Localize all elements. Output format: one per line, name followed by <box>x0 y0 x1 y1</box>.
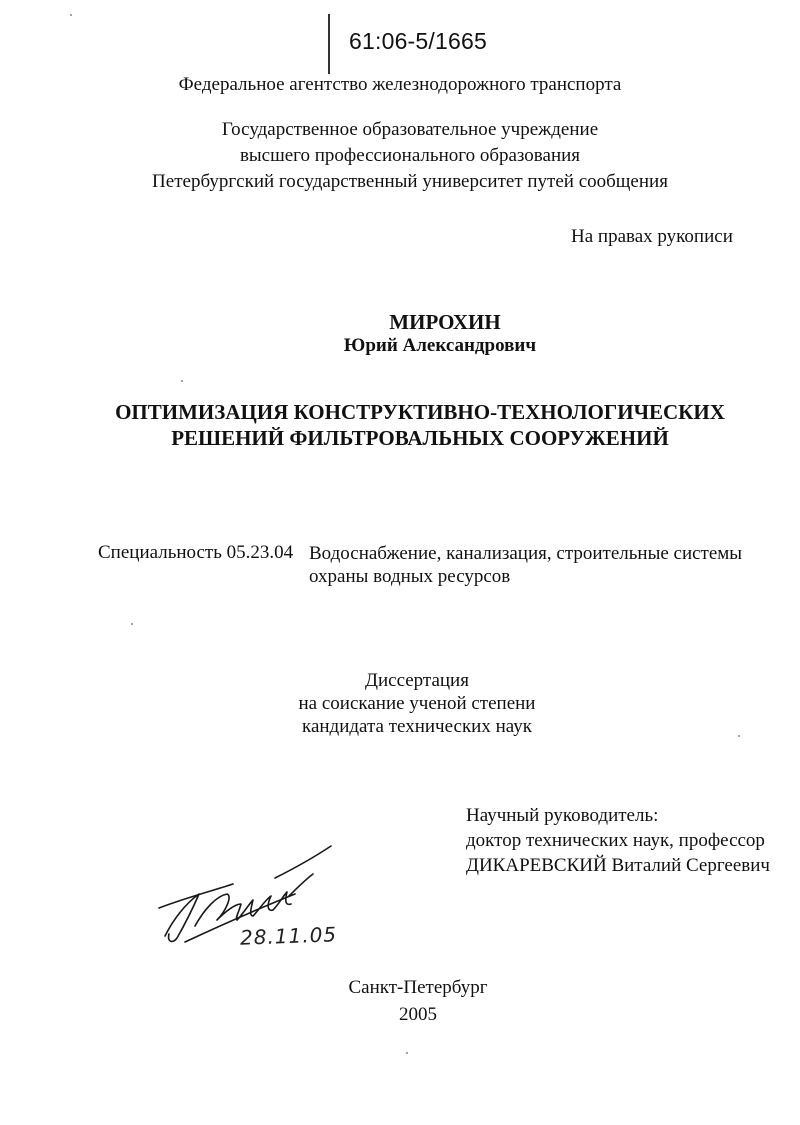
specialty-line: Водоснабжение, канализация, строительные системы <box>309 543 743 564</box>
archive-code: 61:06-5/1665 <box>349 28 487 54</box>
agency-name: Федеральное агентство железнодорожного транспорта <box>178 74 622 95</box>
author-name: Юрий Александрович <box>343 335 537 356</box>
title-line: РЕШЕНИЙ ФИЛЬТРОВАЛЬНЫХ СООРУЖЕНИЙ <box>171 426 669 450</box>
year: 2005 <box>399 1004 437 1025</box>
specialty-label: Специальность 05.23.04 <box>98 542 294 563</box>
institution-block <box>0 117 800 195</box>
thesis-title <box>0 399 800 451</box>
institution-line: Государственное образовательное учреждение <box>221 119 599 140</box>
specialty-line: охраны водных ресурсов <box>309 566 511 587</box>
city: Санкт-Петербург <box>348 977 488 998</box>
specialty-text <box>309 542 742 588</box>
dissertation-line: кандидата технических наук <box>302 716 532 737</box>
title-line: ОПТИМИЗАЦИЯ КОНСТРУКТИВНО-ТЕХНОЛОГИЧЕСКИХ <box>115 400 725 424</box>
footer <box>0 974 800 1028</box>
stamp-rule <box>328 14 330 74</box>
author-surname: МИРОХИН <box>389 310 501 334</box>
supervisor-line: Научный руководитель: <box>466 805 659 826</box>
dissertation-block <box>0 669 800 738</box>
scan-speck <box>406 1052 408 1054</box>
scan-speck <box>70 14 72 16</box>
scan-speck <box>738 735 740 737</box>
supervisor-block <box>466 803 770 878</box>
signature-date: 28.11.05 <box>239 922 338 950</box>
dissertation-line: Диссертация <box>365 670 469 691</box>
rights-notice: На правах рукописи <box>571 226 733 247</box>
institution-line: Петербургский государственный университет путей сообщения <box>152 171 668 192</box>
supervisor-line: ДИКАРЕВСКИЙ Виталий Сергеевич <box>466 855 770 876</box>
institution-line: высшего профессионального образования <box>239 145 581 166</box>
scan-speck <box>131 623 133 625</box>
scan-speck <box>181 380 183 382</box>
supervisor-line: доктор технических наук, профессор <box>466 830 765 851</box>
dissertation-line: на соискание ученой степени <box>298 693 536 714</box>
